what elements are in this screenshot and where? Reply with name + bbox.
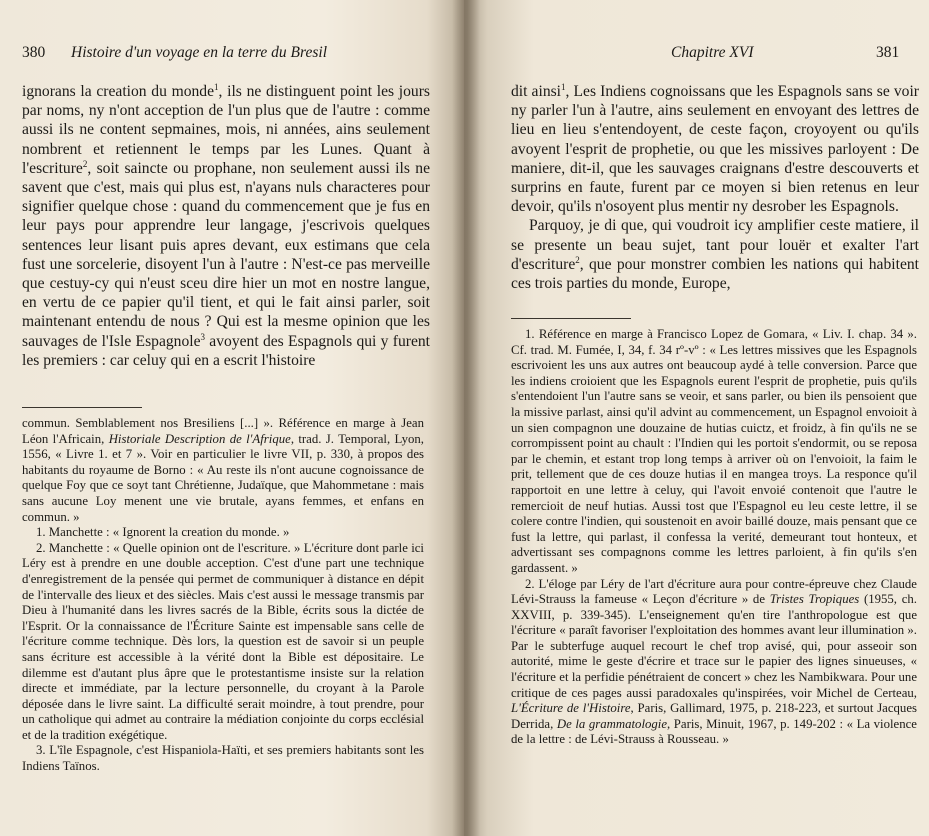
footnote-3: 3. L'île Espagnole, c'est Hispaniola-Haïti, et ses premiers habitants sont les Indiens Taïnos. bbox=[22, 743, 424, 774]
footnote-ref-2: 2 bbox=[82, 158, 88, 169]
right-footnotes bbox=[511, 327, 917, 748]
footnote-ref-3: 3 bbox=[200, 331, 206, 342]
right-page bbox=[464, 0, 929, 836]
cited-title: L'Écriture de l'Histoire bbox=[511, 701, 631, 716]
left-body-segment: , ils ne distinguent point les jours par noms, ny n'ont acception de l'un plus que de l'autre : comme aussi ils ne content sepmaines, mois, ni années, ains seulement nombrent et retiennent le temps par les Lunes. Quant à l'escriture bbox=[22, 83, 430, 177]
footnote-ref-1: 1 bbox=[214, 81, 219, 92]
left-footnotes bbox=[22, 416, 424, 775]
right-page-number: 381 bbox=[876, 44, 900, 61]
book-spine-shadow bbox=[452, 0, 480, 836]
left-body-segment: ignorans la creation du monde bbox=[22, 83, 215, 100]
left-page bbox=[0, 0, 464, 836]
left-chapter-title: Histoire d'un voyage en la terre du Bresil bbox=[71, 44, 327, 61]
right-chapter-title: Chapitre XVI bbox=[671, 44, 754, 61]
footnote-ref-2: 2 bbox=[575, 254, 580, 265]
right-running-head bbox=[671, 44, 754, 62]
cited-title: Tristes Tropiques bbox=[769, 592, 860, 607]
left-running-head bbox=[22, 44, 327, 62]
left-body-segment: , soit saincte ou prophane, non seulement aussi ils ne savent que c'est, mais qui plus est, n'ayans nuls characteres pour signifier quelque chose : quand du commencement que je fus en leur pays pour apprendre leur langage, j'escrivois quelques sentences leur lisant puis apres devant, eux estimans que cela fust une sorcelerie, disoyent l'un à l'autre : N'est-ce pas merveille que cestuy-cy qui n'eust sceu dire hier un mot en nostre langue, en vertu de ce papier qu'il tient, et qui le fait ainsi parler, soit maintenant entendu de nous ? Qui est la mesme opinion que les sauvages de l'Isle Espagnole bbox=[22, 159, 430, 350]
footnote-1: 1. Manchette : « Ignorent la creation du monde. » bbox=[36, 525, 290, 540]
left-body-segment: avoyent des Espagnols qui y furent les premiers : car celuy qui en a escrit l'histoire bbox=[22, 332, 430, 369]
footnote-2: 2. Manchette : « Quelle opinion ont de l'escriture. » L'écriture dont parle ici Léry est à prendre en une double acception. C'est d'une part une technique d'enregistrement de la pensée qui permet de communiquer à distance en dépit de l'intervalle des lieux et des siècles. Mais c'est aussi le message transmis par Dieu à l'humanité dans les livres sacrés de la Bible, écrits sous la dictée de l'Esprit. Or la connaissance de l'Écriture Sainte est impensable sans celle de l'écriture comme technique. Dès lors, la question est de savoir si un peuple sans écriture est accessible à la vérité dont la Bible est dépositaire. Le dilemme est d'autant plus âpre que le protestantisme insiste sur la relation directe et immédiate, par la lecture personnelle, du croyant à la Parole déposée dans le livre saint. La difficulté serait moindre, à tout prendre, pour un catholique qui admet au contraire la médiation conjointe du corps ecclésial et de la tradition exégétique. bbox=[22, 540, 424, 742]
cited-title: Historiale Description de l'Afrique bbox=[108, 431, 291, 446]
footnote-ref-1: 1 bbox=[561, 81, 566, 92]
right-page-number-wrap bbox=[876, 44, 899, 62]
footnote-2: 2. L'éloge par Léry de l'art d'écriture aura pour contre-épreuve chez Claude Lévi-Strauss la fameuse « Leçon d'écriture » de Tristes Tropiques (1955, ch. XXVIII, p. 339-345). L'enseignement qu'en tire l'anthropologue est que l'écriture « paraît favoriser l'exploitation des hommes avant leur illumination ». Par le subterfuge auquel recourt le chef trop avisé, qui, pour asseoir son autorité, mime le geste d'écrire et trace sur le papier des lignes sinueuses, « l'écriture et la perfidie pénétraient de concert » chez les Nambikwara. Pour une critique de ces pages aussi paradoxales qu'inspirées, voir Michel de Certeau, L'Écriture de l'Histoire, Paris, Gallimard, 1975, p. 218-223, et surtout Jacques Derrida, De la grammatologie, Paris, Minuit, 1967, p. 149-202 : « La violence de la lettre : de Lévi-Strauss à Rousseau. » bbox=[511, 576, 917, 747]
left-body-text bbox=[22, 82, 430, 370]
right-body-text bbox=[511, 82, 919, 293]
cited-title: De la grammatologie bbox=[556, 716, 668, 731]
footnote-continuation: commun. Semblablement nos Bresiliens [...] ». Référence en marge à Jean Léon l'Africain, Historiale Description de l'Afrique, trad. J. Temporal, Lyon, 1556, « Livre 1. et 7 ». Voir en particulier le livre VII, p. 330, à propos des habitants du royaume de Borno : « Au reste ils n'ont aucune cognoissance de quelque Foy que ce soyt tant Chrétienne, Judaïque, que Mahommetane : mais sans aucune Loy menent une vie brutale, ayans femmes, et enfans en commun. » bbox=[22, 416, 424, 524]
right-paragraph-1: dit ainsi$^1$, Les Indiens cognoissans que les Espagnols sans se voir ny parler l'un à l'autre, ains seulement en envoyant des lettres de lieu en lieu s'entendoyent, de ceste façon, croyoyent ou qu'ils avoyent l'esprit de prophetie, ou que les missives parloyent : De maniere, dit-il, que les sauvages craignans d'estre descouverts et surprins en faute, furent par ce moyen si bien retenus en leur devoir, qu'ils n'osoyent plus mentir ny desrober les Espagnols. bbox=[511, 81, 919, 216]
right-paragraph-2: Parquoy, je di que, qui voudroit icy amplifier ceste matiere, il se presente un beau sujet, tant pour louër et exalter l'art d'escriture$^2$, que pour monstrer combien les nations qui habitent ces trois parties du monde, Europe, bbox=[511, 217, 919, 293]
footnote-divider bbox=[22, 407, 142, 408]
left-page-number: 380 bbox=[22, 44, 46, 61]
footnote-1: 1. Référence en marge à Francisco Lopez de Gomara, « Liv. I. chap. 34 ». Cf. trad. M. Fumée, I, 34, f. 34 rº-vº : « Les lettres missives que les Espagnols escrivoient les uns aux autres ont beaucoup aydé à telle conversion. Parce que les indiens croioient que les Espagnols eurent l'esprit de prophetie, puis qu'ils s'entendoient l'un l'autre sans se veoir, et sans parler, ou bien ils pensoient que la missive parlast, ainsi qu'il advint au commencement, un Espagnol envoioit à un sien compagnon une douzaine de hutias cuictz, et froidz, à fin qu'ils ne se corrompissent point au chault : l'Indien qui les portoit s'endormit, ou se reposa par le chemin, et estant trop long temps à arriver où on l'envoioit, la faim le prit, tellement que de ces douze hutias il en mangea troys. La responce qu'il rapportoit en une lettre à celuy, qui l'avoit envoié contenoit que l'autre le remercioit de neuf hutias. Aussi tost que l'Espagnol eu leu ceste lettre, il se colere contre l'indien, qui soustenoit en avoir baillé douze, mais pensant que ce fust la lettre, qui parlast, il confessa la verité, demeurant tout honteux, et advertissant ses compagnons comme les lettres parloient, à fin qu'ils s'en gardassent. » bbox=[511, 327, 917, 575]
footnote-divider bbox=[511, 318, 631, 319]
